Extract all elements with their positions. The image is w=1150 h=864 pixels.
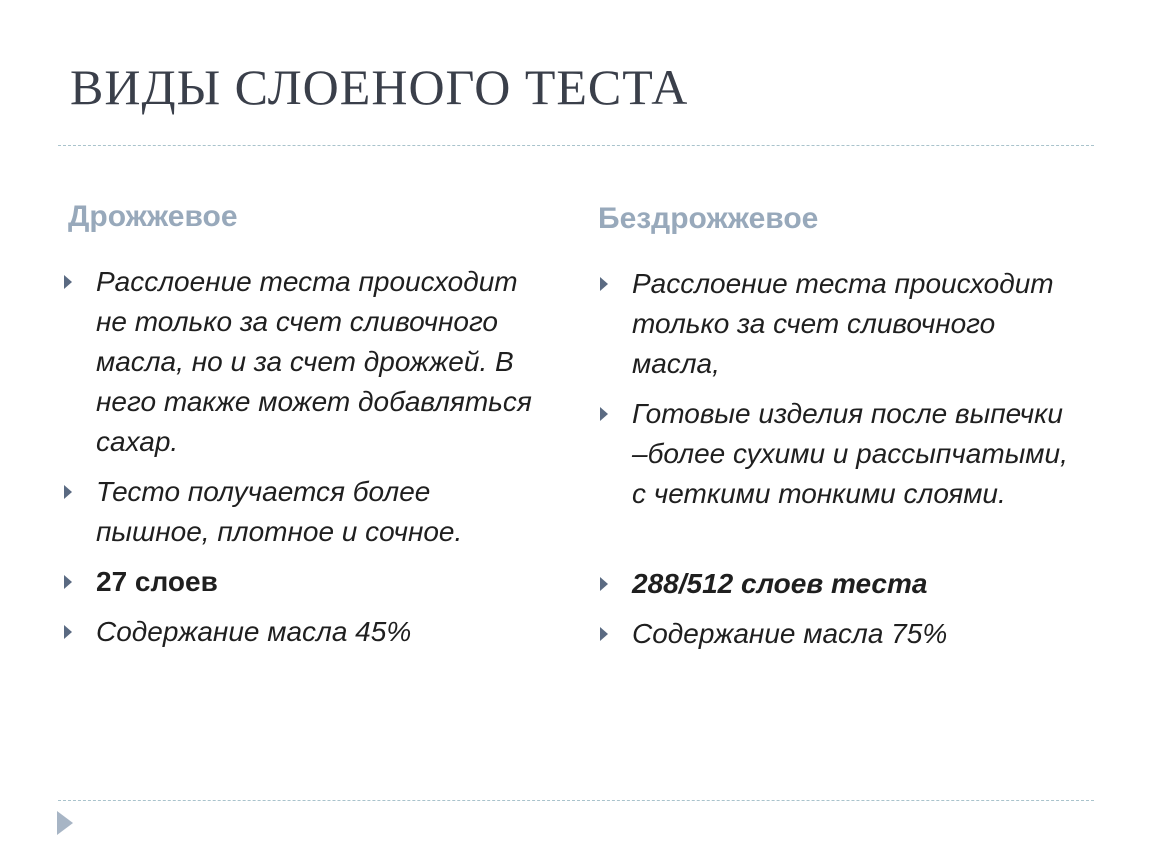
list-item	[60, 562, 540, 602]
bullet-text: 288/512 слоев теста	[632, 568, 928, 599]
triangle-right-icon	[64, 485, 72, 499]
bullet-text: Содержание масла 45%	[96, 616, 412, 647]
triangle-right-icon	[600, 577, 608, 591]
list-item	[60, 612, 540, 652]
footer-divider	[58, 800, 1094, 801]
bullet-text: Расслоение теста происходит только за счет сливочного масла,	[632, 268, 1054, 379]
bullet-text: Расслоение теста происходит не только за счет сливочного масла, но и за счет дрожжей. В него также может добавляться сахар.	[96, 266, 532, 457]
left-bullet-list	[60, 262, 540, 652]
bullet-text: 27 слоев	[96, 566, 218, 597]
triangle-right-icon	[64, 275, 72, 289]
triangle-right-icon	[600, 407, 608, 421]
right-bullet-list	[596, 264, 1076, 654]
list-item	[60, 472, 540, 552]
list-item	[60, 262, 540, 462]
list-item	[596, 564, 1076, 604]
left-column	[60, 200, 540, 662]
triangle-right-icon	[600, 627, 608, 641]
left-column-heading: Дрожжевое	[68, 200, 238, 233]
triangle-right-icon	[64, 625, 72, 639]
bullet-text: Тесто получается более пышное, плотное и сочное.	[96, 476, 463, 547]
title-divider	[58, 145, 1094, 146]
right-column-heading: Бездрожжевое	[598, 202, 819, 235]
slide-title: ВИДЫ СЛОЕНОГО ТЕСТА	[70, 59, 689, 115]
list-item	[596, 614, 1076, 654]
triangle-right-icon	[64, 575, 72, 589]
bullet-text: Готовые изделия после выпечки –более сухими и рассыпчатыми, с четкими тонкими слоями.	[632, 398, 1068, 509]
next-slide-arrow-icon[interactable]	[57, 811, 73, 835]
triangle-right-icon	[600, 277, 608, 291]
list-item	[596, 394, 1076, 514]
list-item	[596, 264, 1076, 384]
right-column	[596, 200, 1076, 664]
bullet-text: Содержание масла 75%	[632, 618, 948, 649]
